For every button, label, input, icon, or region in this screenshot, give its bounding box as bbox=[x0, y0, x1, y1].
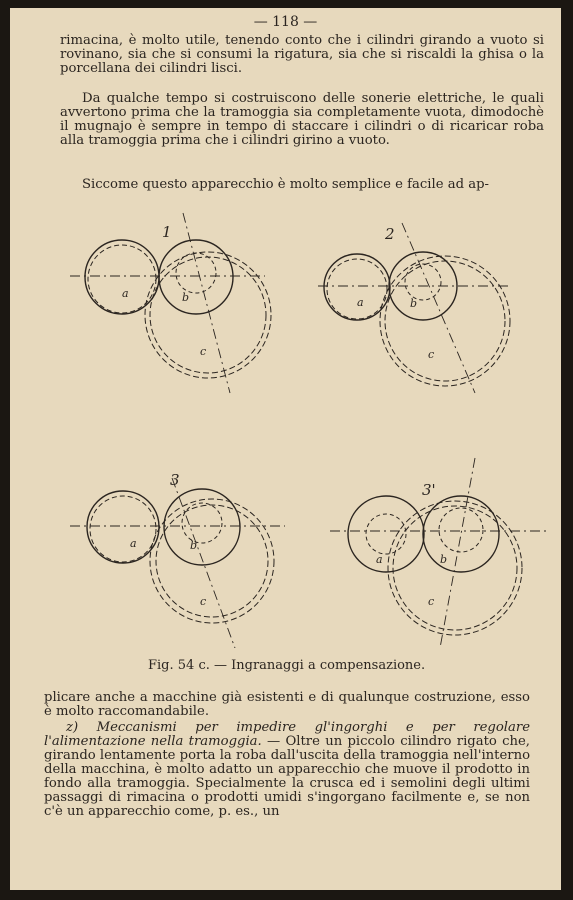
paragraph-1: rimacina, è molto utile, tenendo conto che i cilindri girando a vuoto si rovinano, sia che si consumi la rigatura, sia che si riscaldi la ghisa o la porcellana dei cilindri lisci. bbox=[60, 33, 544, 76]
label-b-1: b bbox=[182, 291, 190, 304]
fig-number-3-prime: 3' bbox=[422, 481, 436, 499]
label-b-2: b bbox=[410, 297, 418, 310]
diagram-3 bbox=[70, 478, 285, 648]
caption-figure-number: Fig. 54 c. bbox=[148, 658, 210, 673]
figure-caption bbox=[148, 658, 425, 673]
caption-title: — Ingranaggi a compensazione. bbox=[209, 658, 426, 673]
page-number: — 118 — bbox=[253, 14, 318, 30]
paragraph-5 bbox=[44, 721, 530, 819]
label-c-3-prime: c bbox=[428, 595, 435, 608]
gear-diagram bbox=[50, 203, 550, 648]
label-a-3-prime: a bbox=[376, 553, 383, 566]
label-b-3: b bbox=[190, 539, 198, 552]
label-c-1: c bbox=[200, 345, 207, 358]
label-c-3: c bbox=[200, 595, 207, 608]
label-b-3-prime: b bbox=[440, 553, 448, 566]
page bbox=[10, 8, 561, 890]
paragraph-5-heading: z) Meccanismi per impedire gl'ingorghi e per regolare l'alimentazione nella tramoggia. bbox=[44, 720, 530, 749]
fig-number-1: 1 bbox=[162, 223, 172, 241]
label-a-1: a bbox=[122, 287, 129, 300]
paragraph-2: Da qualche tempo si costruiscono delle sonerie elettriche, le quali avvertono prima che la tramoggia sia completamente vuota, dimodochè il mugnajo è sempre in tempo di staccare i cilindri o di ricaricar roba alla tramoggia prima che i cilindri girino a vuoto. bbox=[60, 91, 544, 148]
fig-number-3: 3 bbox=[170, 471, 180, 489]
paragraph-4: plicare anche a macchine già esistenti e di qualunque costruzione, esso è molto raccomandabile. bbox=[44, 690, 530, 719]
label-c-2: c bbox=[428, 348, 435, 361]
label-a-3: a bbox=[130, 537, 137, 550]
paragraph-5-body: — Oltre un piccolo cilindro rigato che, girando lentamente porta la roba dall'uscita della tramoggia nell'interno della macchina, è molto adatto un apparecchio che muove il prodotto in fondo alla tramoggia. Specialmente la crusca ed i semolini degli ultimi passaggi di rimacina o prodotti umidi s'ingorgano facilmente e, se non c'è un apparecchio come, p. es., un bbox=[44, 734, 531, 819]
gear-figure bbox=[50, 203, 550, 648]
paragraph-3: Siccome questo apparecchio è molto semplice e facile ad ap- bbox=[82, 177, 489, 192]
fig-number-2: 2 bbox=[385, 225, 395, 243]
label-a-2: a bbox=[357, 296, 364, 309]
